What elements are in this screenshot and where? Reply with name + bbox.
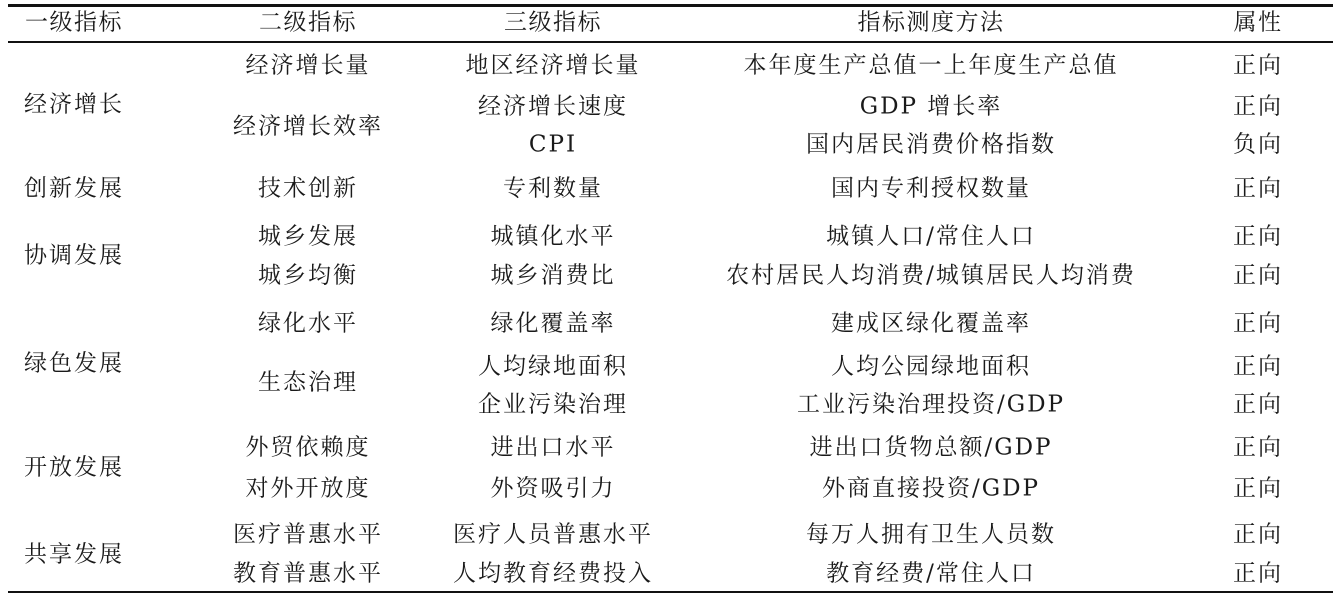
measurement-method-cell: 农村居民人均消费/城镇居民人均消费: [726, 262, 1136, 289]
level1-indicator-cell: 经济增长: [24, 91, 124, 118]
level1-indicator-cell: 协调发展: [24, 242, 124, 269]
level3-indicator-cell: CPI: [528, 131, 578, 158]
attribute-cell: 正向: [1233, 223, 1283, 250]
attribute-cell: 正向: [1233, 353, 1283, 380]
attribute-cell: 正向: [1233, 262, 1283, 289]
level3-indicator-cell: 绿化覆盖率: [490, 310, 616, 337]
table-header-rule: [8, 41, 1333, 43]
attribute-cell: 正向: [1233, 310, 1283, 337]
measurement-method-cell: 教育经费/常住人口: [826, 560, 1036, 587]
level2-indicator-cell: 外贸依赖度: [245, 434, 371, 461]
attribute-cell: 正向: [1233, 560, 1283, 587]
measurement-method-cell: 人均公园绿地面积: [831, 353, 1031, 380]
attribute-cell: 正向: [1233, 521, 1283, 548]
attribute-cell: 正向: [1233, 93, 1283, 120]
level3-indicator-cell: 城乡消费比: [490, 262, 616, 289]
level2-indicator-cell: 城乡均衡: [258, 262, 358, 289]
level3-indicator-cell: 人均绿地面积: [478, 353, 628, 380]
attribute-cell: 正向: [1233, 475, 1283, 502]
level2-indicator-cell: 经济增长量: [245, 52, 371, 79]
measurement-method-cell: 每万人拥有卫生人员数: [806, 521, 1056, 548]
level2-indicator-cell: 生态治理: [258, 369, 358, 396]
column-header: 二级指标: [259, 9, 357, 36]
attribute-cell: 正向: [1233, 52, 1283, 79]
column-header: 一级指标: [25, 9, 123, 36]
level2-indicator-cell: 医疗普惠水平: [233, 521, 383, 548]
column-header: 属性: [1233, 9, 1283, 36]
level3-indicator-cell: 企业污染治理: [478, 391, 628, 418]
table-bottom-rule: [8, 591, 1333, 593]
level3-indicator-cell: 进出口水平: [490, 434, 616, 461]
column-header: 指标测度方法: [857, 9, 1005, 36]
level1-indicator-cell: 创新发展: [24, 175, 124, 202]
level2-indicator-cell: 对外开放度: [245, 475, 371, 502]
level2-indicator-cell: 教育普惠水平: [233, 560, 383, 587]
measurement-method-cell: 工业污染治理投资/GDP: [796, 391, 1066, 418]
level2-indicator-cell: 城乡发展: [258, 223, 358, 250]
level3-indicator-cell: 外资吸引力: [490, 475, 616, 502]
measurement-method-cell: 国内专利授权数量: [831, 175, 1031, 202]
measurement-method-cell: 城镇人口/常住人口: [826, 223, 1036, 250]
level1-indicator-cell: 绿色发展: [24, 350, 124, 377]
measurement-method-cell: 建成区绿化覆盖率: [831, 310, 1031, 337]
measurement-method-cell: 国内居民消费价格指数: [806, 131, 1056, 158]
level2-indicator-cell: 经济增长效率: [233, 113, 383, 140]
level2-indicator-cell: 绿化水平: [258, 310, 358, 337]
level1-indicator-cell: 共享发展: [24, 541, 124, 568]
column-header: 三级指标: [504, 9, 602, 36]
level3-indicator-cell: 专利数量: [503, 175, 603, 202]
level1-indicator-cell: 开放发展: [24, 454, 124, 481]
measurement-method-cell: 进出口货物总额/GDP: [809, 434, 1053, 461]
level3-indicator-cell: 地区经济增长量: [465, 52, 641, 79]
attribute-cell: 正向: [1233, 391, 1283, 418]
level3-indicator-cell: 医疗人员普惠水平: [453, 521, 653, 548]
measurement-method-cell: GDP 增长率: [859, 93, 1003, 120]
measurement-method-cell: 外商直接投资/GDP: [821, 475, 1041, 502]
attribute-cell: 正向: [1233, 434, 1283, 461]
attribute-cell: 正向: [1233, 175, 1283, 202]
level3-indicator-cell: 城镇化水平: [490, 223, 616, 250]
table-top-rule: [8, 4, 1333, 7]
level3-indicator-cell: 人均教育经费投入: [453, 560, 653, 587]
level3-indicator-cell: 经济增长速度: [478, 93, 628, 120]
measurement-method-cell: 本年度生产总值一上年度生产总值: [743, 52, 1119, 79]
attribute-cell: 负向: [1233, 131, 1283, 158]
level2-indicator-cell: 技术创新: [258, 175, 358, 202]
